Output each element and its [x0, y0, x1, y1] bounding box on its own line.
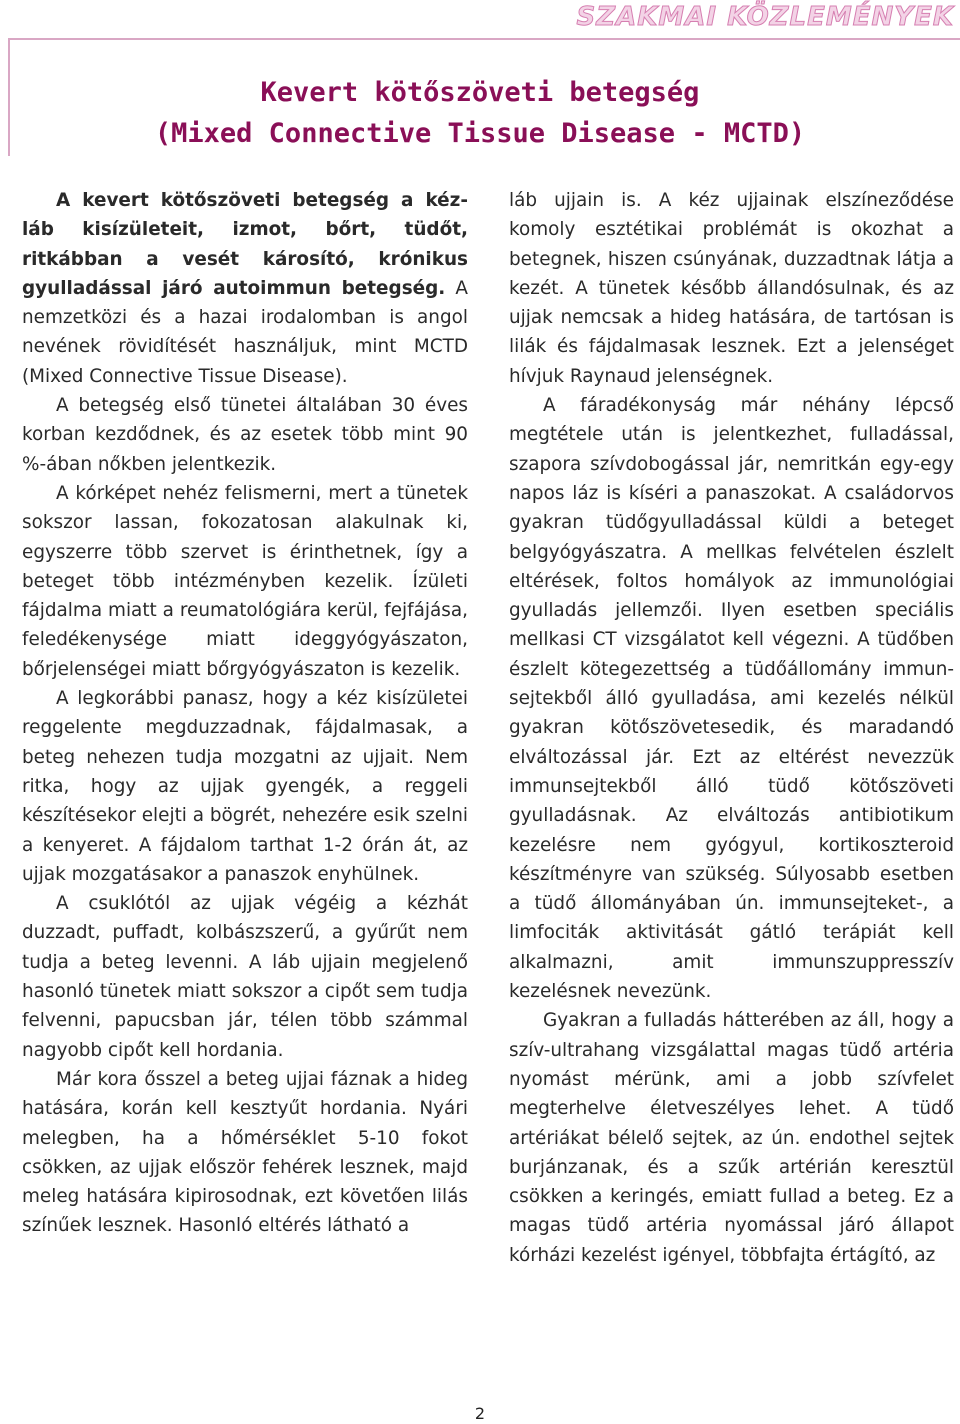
left-paragraph-3: A kórképet nehéz felismerni, mert a tünetek sokszor lassan, fokozatosan alakulnak ki, egyszerre több szervet is érinthetnek, így a beteget több intézményben kezelik. Ízületi fájdalma miatt a reumatológiára kerül, fejfájása, feledékenysége miatt ideggyógyászaton, bőrjelenségei miatt bőrgyógyászaton is kezelik. — [22, 482, 468, 680]
lead-paragraph — [22, 186, 468, 391]
page-number: 2 — [474, 1404, 486, 1423]
lead-text: A kevert kötőszöveti betegség a kéz-láb kisízületeit, izmot, bőrt, tüdőt, ritkábban a vesét károsító, krónikus gyulladással járó autoimmun betegség. — [22, 190, 468, 299]
left-paragraph-4: A legkorábbi panasz, hogy a kéz kisízületei reggelente megduzzadnak, fájdalmasak, a beteg nehezen tudja mozgatni az ujjait. Nem ritka, hogy az ujjak gyengék, a reggeli készítésekor elejti a bögrét, nehezére esik szelni a kenyeret. A fájdalom tarthat 1-2 órán át, az ujjak mozgatásakor a panaszok enyhülnek. — [22, 688, 468, 885]
left-paragraph-1: A nemzetközi és a hazai irodalomban is angol nevének rövidítését használjuk, mint MCTD (Mixed Connective Tissue Disease). — [22, 277, 468, 387]
header-rule — [8, 38, 960, 40]
article-title-line-2: (Mixed Connective Tissue Disease - MCTD) — [154, 118, 806, 149]
left-column — [22, 186, 468, 1241]
left-paragraph-2: A betegség első tünetei általában 30 éves korban kezdődnek, és az esetek több mint 90 %-ában nőkben jelentkezik. — [22, 395, 468, 475]
left-paragraph-5: A csuklótól az ujjak végéig a kézhát duzzadt, puffadt, kolbászszerű, a gyűrűt nem tudja a beteg levenni. A láb ujjain megjelenő hasonló tünetek miatt sokszor a cipőt sem tudja felvenni, papucsban jár, télen több számmal nagyobb cipőt kell hordania. — [22, 893, 468, 1061]
right-paragraph-1: láb ujjain is. A kéz ujjainak elszíneződése komoly esztétikai problémát is okozhat a betegnek, hiszen csúnyának, duzzadtnak látja a kezét. A tünetek később állandósulnak, és az ujjak nemcsak a hideg hatására, de tartósan is lilák és fájdalmasak lesznek. Ezt a jelenséget hívjuk Raynaud jelenségnek. — [509, 190, 954, 387]
left-paragraph-6: Már kora ősszel a beteg ujjai fáznak a hideg hatására, korán kell kesztyűt hordania. Nyári melegben, ha a hőmérséklet 5-10 fokot csökken, az ujjak először fehérek lesznek, majd meleg hatására kipirosodnak, ezt követően lilás színűek lesznek. Hasonló eltérés látható a — [22, 1068, 468, 1237]
right-paragraph-2: A fáradékonyság már néhány lépcső megtétele után is jelentkezhet, fulladással, szapora szívdobogással jár, nemritkán egy-egy napos láz is kíséri a panaszokat. A családorvos gyakran tüdőgyulladással küldi a beteget belgyógyászatra. A mellkas felvételen észlelt eltérések, foltos homályok az immunológiai gyulladás jellemzői. Ilyen esetben speciális mellkasi CT vizsgálatot kell végezni. A tüdőben észlelt kötegezettség a tüdőállomány immun-sejtekből álló gyulladása, ami kezelés nélkül gyakran kötőszövetesedik, és maradandó elváltozással jár. Ezt az eltérést nevezzük immunsejtekből álló tüdő kötőszöveti gyulladásnak. Az elváltozás antibiotikum kezelésre nem gyógyul, kortikoszteroid készítményre van szükség. Súlyosabb esetben a tüdő állományában ún. immunsejteket-, a limfociták aktivitását gátló terápiát kell alkalmazni, amit immunszuppresszív kezelésnek nevezünk. — [509, 395, 954, 1003]
right-paragraph-3: Gyakran a fulladás hátterében az áll, hogy a szív-ultrahang vizsgálattal magas tüdő artéria nyomást mérünk, ami a jobb szívfelet megterhelve életveszélyes lehet. A tüdő artériákat bélelő sejtek, az ún. endothel sejtek burjánzanak, és a szűk artérián keresztül csökken a keringés, emiatt fullad a beteg. Ez a magas tüdő artéria nyomással járó állapot kórházi kezelést igényel, többfajta értágító, az — [509, 1010, 954, 1266]
section-label: SZAKMAI KÖZLEMÉNYEK — [576, 2, 954, 32]
article-title-line-1: Kevert kötőszöveti betegség — [260, 77, 700, 108]
article-title — [0, 72, 960, 154]
right-column — [509, 186, 954, 1270]
